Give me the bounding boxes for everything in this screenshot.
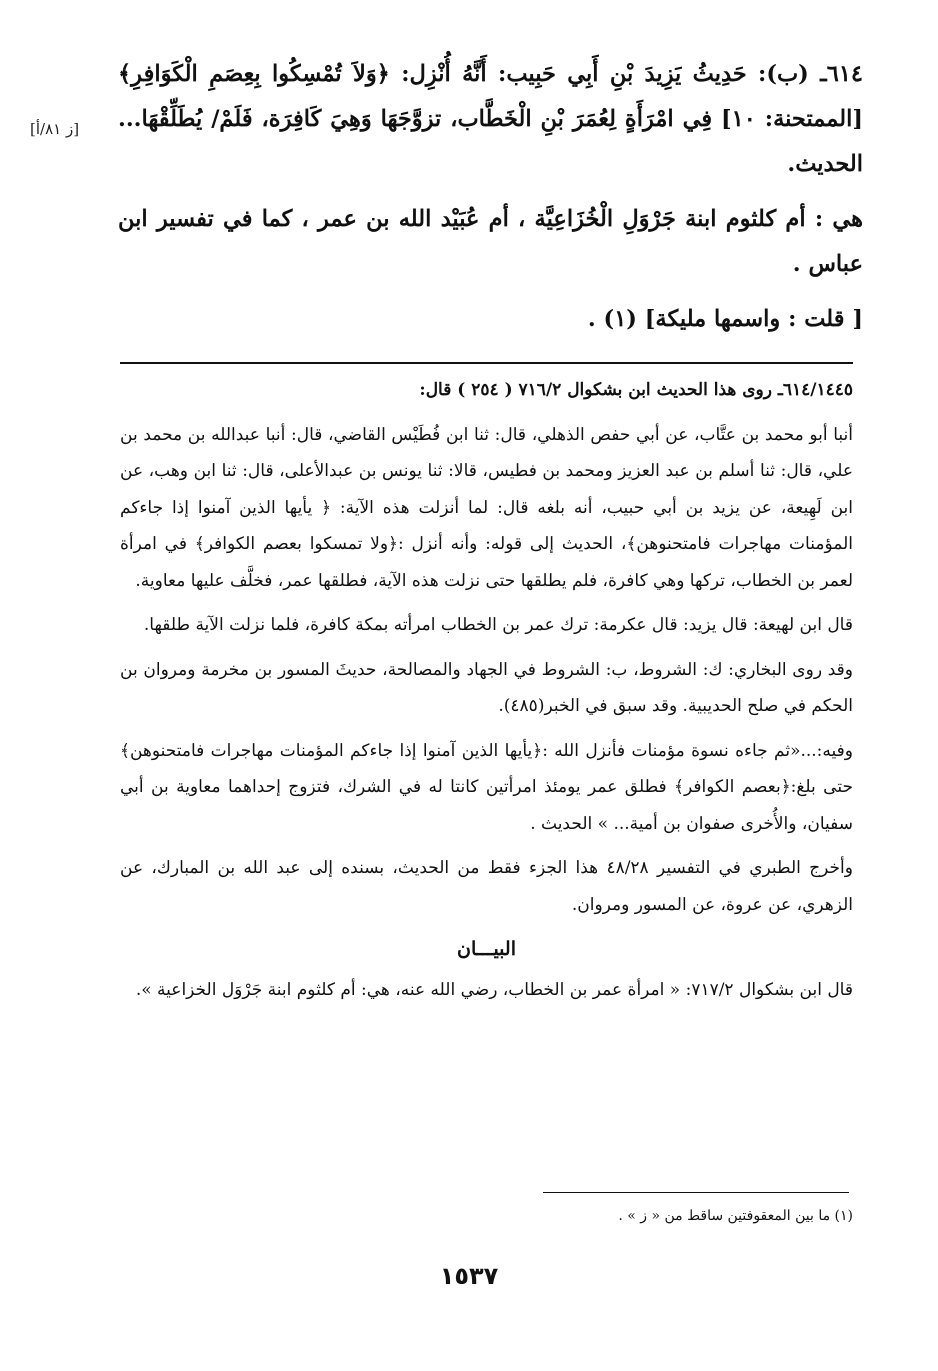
note-paragraph-5: وفيه:...«ثم جاءه نسوة مؤمنات فأنزل الله :﴿يأيها الذين آمنوا إذا جاءكم المؤمنات مهاجرات فامتحنوهن﴾حتى بلغ:﴿بعصم الكوافر﴾ فطلق عمر يومئذ امرأتين كانتا له في الشرك، فتزوج إحداهما معاوية بن أبي سفيان، والأُخرى صفوان بن أمية... » الحديث .: [120, 740, 853, 834]
note-paragraph-2: أنبا أبو محمد بن عتَّاب، عن أبي حفص الذهلي، قال: ثنا ابن فُطَيْس القاضي، قال: أنبا عبدالله بن محمد بن علي، قال: ثنا أسلم بن عبد العزيز ومحمد بن فطيس، قالا: ثنا يونس بن عبدالأعلى، قال: ثنا ابن وهب، عن ابن لَهِيعة، عن يزيد بن أبي حبيب، أنه بلغه قال: لما أنزلت هذه الآية: ﴿ يأيها الذين آمنوا إذا جاءكم المؤمنات مهاجرات فامتحنوهن﴾، الحديث إلى قوله: وأنه أنزل :﴿ولا تمسكوا بعصم الكوافر﴾ في امرأة لعمر بن الخطاب، تركها وهي كافرة، فلم يطلقها حتى نزلت هذه الآية، فطلقها عمر، فخلَّف عليها معاوية.: [120, 424, 853, 591]
commentary-section: [120, 372, 853, 1016]
section-heading: البيـــان: [457, 938, 516, 960]
main-paragraph-3: [ قلت : واسمها مليكة] (١) .: [587, 306, 863, 332]
margin-manuscript-ref: [ز ٨١/أ]: [30, 120, 80, 138]
main-paragraph-2: هي : أم كلثوم ابنة جَرْوَلِ الْخُزَاعِيَّة ، أم عُبَيْد الله بن عمر ، كما في تفسير ابن عباس .: [118, 206, 863, 277]
section-divider: [120, 362, 853, 364]
note-paragraph-3: قال ابن لهيعة: قال يزيد: قال عكرمة: ترك عمر بن الخطاب امرأته بمكة كافرة، فلما نزلت الآية طلقها.: [143, 615, 853, 635]
note-paragraph-1: ٦١٤/١٤٤٥ـ روى هذا الحديث ابن بشكوال ٧١٦/٢ ( ٢٥٤ ) قال:: [419, 380, 853, 400]
footnote: (١) ما بين المعقوفتين ساقط من « ز » .: [618, 1208, 853, 1224]
main-text: [118, 52, 863, 352]
main-paragraph-1: ٦١٤ـ (ب): حَدِيثُ يَزِيدَ بْنِ أَبِي حَبِيب: أَنَّهُ أُنْزِل: ﴿وَلاَ تُمْسِكُوا بِعِصَمِ الْكَوَافِرِ﴾ [الممتحنة: ١٠] فِي امْرَأَةٍ لِعُمَرَ بْنِ الْخَطَّاب، تزوَّجَهَا وَهِيَ كَافِرَة، فَلَمْ/ يُطَلِّقْهَا... الحديث.: [118, 61, 864, 177]
note-paragraph-7: قال ابن بشكوال ٧١٧/٢: « امرأة عمر بن الخطاب، رضي الله عنه، هي: أم كلثوم ابنة جَرْوَل الخزاعية ».: [135, 979, 853, 1000]
page-number: ١٥٣٧: [439, 1262, 499, 1290]
note-paragraph-6: وأخرج الطبري في التفسير ٤٨/٢٨ هذا الجزء فقط من الحديث، بسنده إلى عبد الله بن المبارك، عن الزهري، عن عروة، عن المسور ومروان.: [120, 858, 853, 915]
note-paragraph-4: وقد روى البخاري: ك: الشروط، ب: الشروط في الجهاد والمصالحة، حديثَ المسور بن مخرمة ومروان بن الحكم في صلح الحديبية. وقد سبق في الخبر(٤٨٥).: [120, 659, 853, 716]
footnote-divider: [543, 1192, 849, 1193]
